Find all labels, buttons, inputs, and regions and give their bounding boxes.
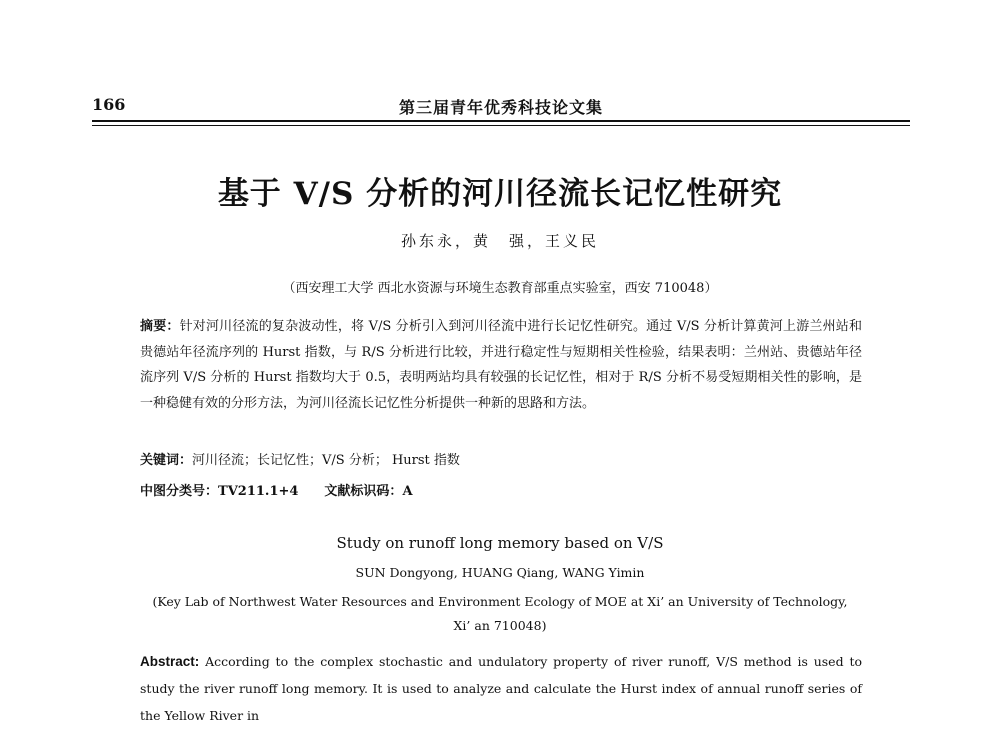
- abstract-text: 针对河川径流的复杂波动性，将 V/S 分析引入到河川径流中进行长记忆性研究。通过 V/S 分析计算黄河上游兰州站和贵德站年径流序列的 Hurst 指数，与 R/S 分析进行比较，并进行稳定性与短期相关性检验，结果表明：兰州站、贵德站年径流序列 V/S 分析的 Hurst 指数均大于 0.5，表明两站均具有较强的长记忆性，相对于 R/S 分析不易受短期相关性的影响，是一种稳健有效的分形方法，为河川径流长记忆性分析提供一种新的思路和方法。: [140, 319, 862, 411]
- running-header: [92, 95, 910, 119]
- doc-code-value: A: [402, 484, 413, 499]
- english-title: Study on runoff long memory based on V/S: [336, 534, 664, 552]
- chinese-abstract: [140, 314, 862, 416]
- paper-affiliation: （西安理工大学 西北水资源与环境生态教育部重点实验室，西安 710048）: [282, 281, 718, 296]
- header-rule-thick: [92, 120, 910, 122]
- paper-title: 基于 V/S 分析的河川径流长记忆性研究: [217, 176, 783, 212]
- keywords-label: 关键词：: [140, 453, 193, 468]
- english-abstract-label: Abstract:: [140, 654, 200, 669]
- english-authors: SUN Dongyong, HUANG Qiang, WANG Yimin: [355, 565, 645, 580]
- running-title: 第三届青年优秀科技论文集: [398, 98, 603, 117]
- keywords-text: 河川径流；长记忆性；V/S 分析； Hurst 指数: [192, 453, 460, 468]
- english-affiliation-line1: (Key Lab of Northwest Water Resources and Environment Ecology of MOE at Xi’ an University of Technology,: [152, 594, 848, 609]
- abstract-label: 摘要：: [140, 319, 180, 334]
- header-rule-thin: [92, 125, 910, 126]
- english-abstract: [140, 648, 862, 729]
- clc-label: 中图分类号：: [140, 484, 219, 499]
- english-abstract-text: According to the complex stochastic and undulatory property of river runoff, V/S method is used to study the river runoff long memory. It is used to analyze and calculate the Hurst index of annual runoff series of the Yellow River in: [140, 654, 862, 723]
- classification-line: [140, 480, 862, 499]
- paper-authors: 孙东永，黄 强，王义民: [400, 232, 599, 250]
- english-affiliation: [120, 590, 880, 638]
- clc-value: TV211.1+4: [218, 484, 299, 499]
- english-affiliation-line2: Xi’ an 710048): [453, 618, 547, 633]
- keywords: [140, 449, 862, 468]
- doc-code-label: 文献标识码：: [324, 484, 403, 499]
- page-number: 166: [92, 95, 126, 114]
